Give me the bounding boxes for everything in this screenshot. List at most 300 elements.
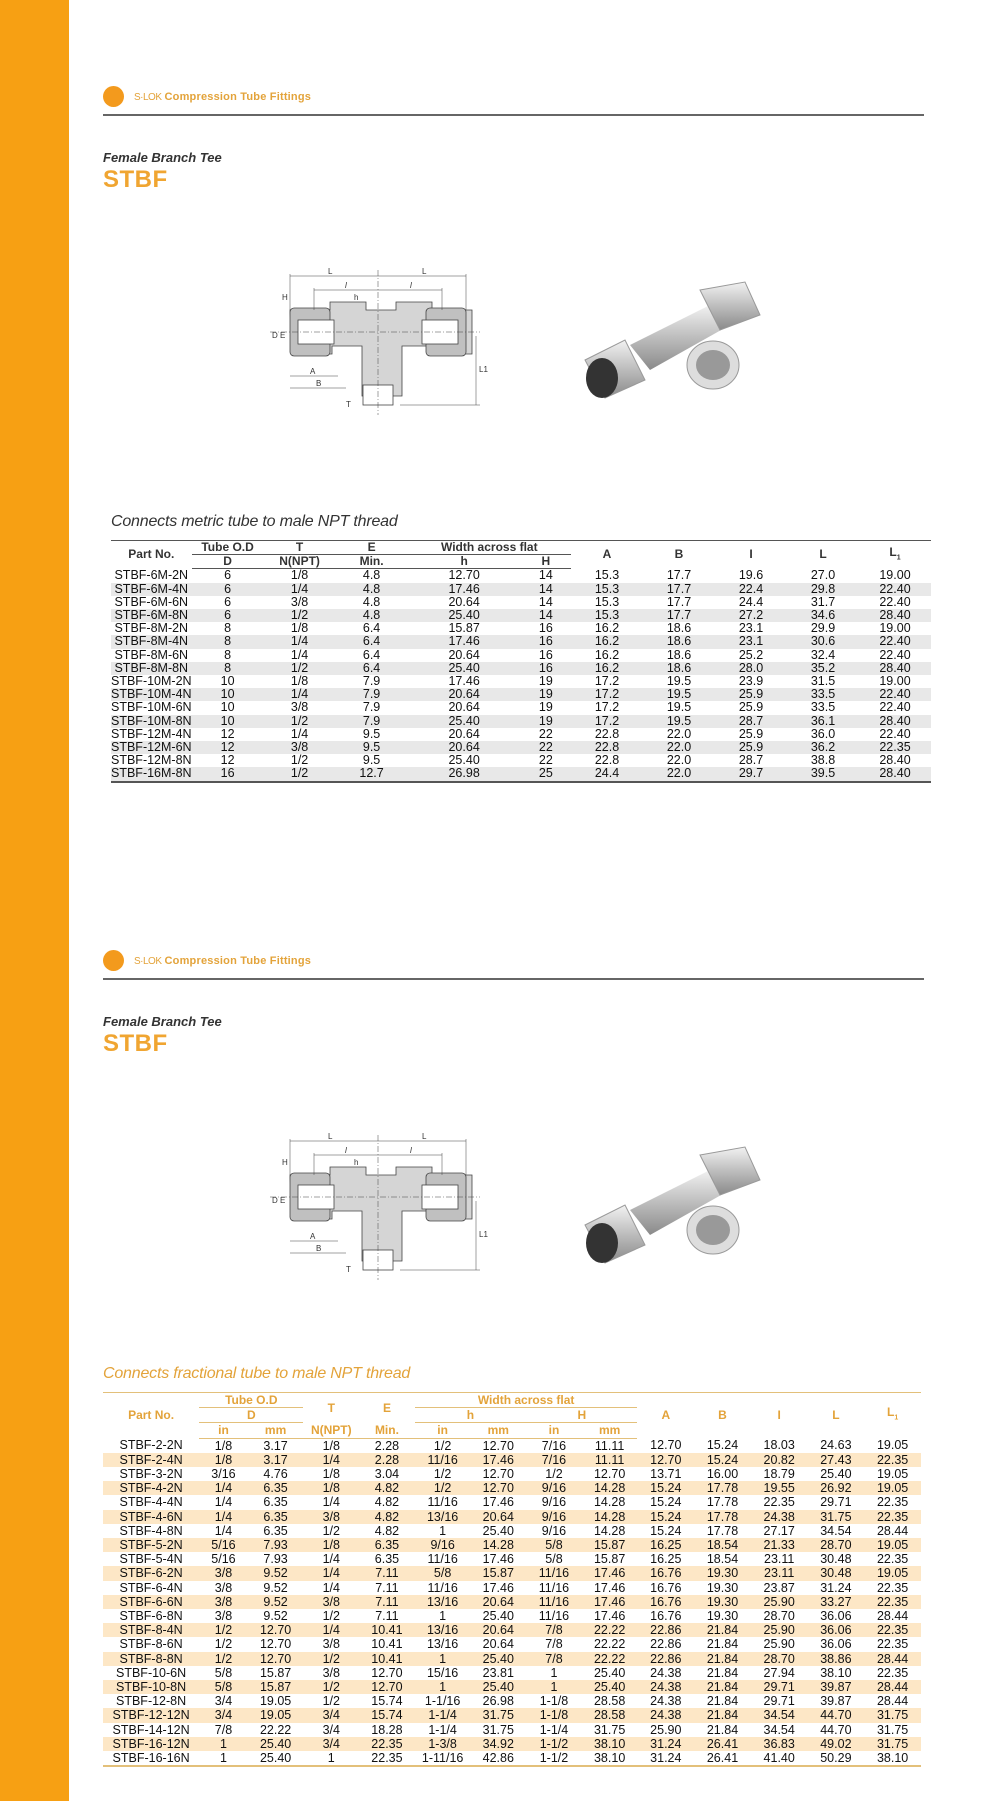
table-cell: 31.5 (810, 674, 836, 689)
col-l: L (819, 547, 827, 562)
table-cell: 1/2 (303, 1652, 359, 1666)
table-row (103, 1666, 921, 1680)
table-cell: 20.64 (448, 726, 480, 741)
table-cell: 3/4 (303, 1708, 359, 1722)
col-d-mm: mm (248, 1423, 304, 1438)
table-cell: 31.24 (637, 1737, 694, 1751)
table-cell: 25.40 (448, 753, 480, 768)
table-cell: 13/16 (415, 1623, 471, 1637)
table-cell: 16.25 (650, 1552, 682, 1567)
table-cell: 22.22 (582, 1652, 638, 1666)
table-cell: 16.76 (637, 1566, 694, 1580)
table-cell: 3/8 (199, 1595, 248, 1609)
table-cell: 19.30 (694, 1566, 751, 1580)
table-cell: 11/16 (415, 1453, 471, 1467)
table-cell: 25 (521, 767, 571, 781)
table-cell: 22.40 (859, 635, 931, 648)
table-cell: 41.40 (763, 1751, 795, 1766)
table-cell: 6.35 (263, 1495, 288, 1510)
dim-label-H: H (282, 1158, 288, 1167)
table-cell: 7.93 (248, 1538, 304, 1552)
table-cell: 36.83 (751, 1737, 808, 1751)
table-cell: 22.35 (876, 1637, 909, 1652)
table-cell: 10.41 (359, 1652, 415, 1666)
table-cell: 30.6 (787, 635, 859, 648)
col-e: E (382, 1400, 391, 1415)
table-row (111, 767, 931, 781)
table-cell: 22.22 (593, 1637, 626, 1652)
col-d: D (192, 555, 264, 569)
table-row (103, 1524, 921, 1538)
table-cell: 23.81 (482, 1665, 514, 1680)
table-cell: 27.43 (808, 1453, 865, 1467)
table-cell: 17.7 (643, 609, 715, 622)
table-cell: 38.10 (876, 1751, 909, 1766)
part-number-cell: STBF-6-8N (119, 1609, 183, 1624)
table-cell: 28.44 (876, 1523, 909, 1538)
table-row (103, 1438, 921, 1453)
table-cell: 22.22 (582, 1623, 638, 1637)
table-cell: 1/2 (199, 1652, 248, 1666)
table-cell: 15.24 (650, 1495, 682, 1510)
part-number-cell: STBF-10M-2N (111, 674, 192, 689)
table-cell: 20.64 (470, 1510, 526, 1524)
header-divider (103, 114, 924, 116)
table-row (111, 701, 931, 714)
table-cell: 4.8 (362, 594, 381, 609)
table-cell: 10 (220, 700, 235, 715)
table-cell: 1/4 (264, 688, 336, 701)
table-cell: 23.1 (738, 621, 764, 636)
table-cell: 18.6 (666, 647, 692, 662)
table-row (103, 1680, 921, 1694)
table-cell: 6.35 (359, 1538, 415, 1552)
table-cell: 9.52 (263, 1609, 288, 1624)
table-cell: 1/8 (322, 1467, 340, 1482)
dim-label-L-right: L (422, 1132, 427, 1141)
table-row (103, 1552, 921, 1566)
table-cell: 31.75 (864, 1708, 921, 1722)
table-cell: 22.0 (643, 767, 715, 781)
table-cell: 28.40 (859, 609, 931, 622)
table-row (111, 596, 931, 609)
table-cell: 6.35 (248, 1510, 304, 1524)
table-cell: 5/16 (199, 1538, 248, 1552)
table-cell: 8 (224, 647, 232, 662)
col-h-small: h (415, 1408, 526, 1423)
table-cell: 28.70 (751, 1652, 808, 1666)
table-cell: 14 (538, 568, 553, 583)
table-cell: 25.9 (738, 726, 764, 741)
table-cell: 12.70 (470, 1481, 526, 1495)
table-cell: 22.35 (876, 1552, 909, 1567)
table-cell: 22.35 (859, 741, 931, 754)
part-number-cell: STBF-4-4N (119, 1495, 183, 1510)
table-cell: 3/8 (214, 1609, 233, 1624)
table-cell: 31.75 (593, 1722, 626, 1737)
part-number-cell: STBF-12M-6N (111, 740, 192, 755)
table-cell: 16 (192, 767, 264, 781)
col-l1-subscript: 1 (896, 554, 901, 562)
table-cell: 17.7 (666, 594, 692, 609)
table-cell: 12.70 (482, 1467, 514, 1482)
table-cell: 19 (521, 688, 571, 701)
table-cell: 31.75 (876, 1722, 909, 1737)
table-cell: 32.4 (810, 647, 836, 662)
table-cell: 16.2 (571, 635, 643, 648)
table-cell: 38.86 (808, 1652, 865, 1666)
table-cell: 6.4 (336, 662, 408, 675)
table-cell: 19.55 (751, 1481, 808, 1495)
col-d-in: in (199, 1423, 248, 1438)
table-cell: 3/8 (214, 1580, 233, 1595)
table-cell: 15.87 (593, 1552, 626, 1567)
table-cell: 7.11 (375, 1580, 399, 1595)
col-part-no: Part No. (128, 547, 175, 562)
table-cell: 17.46 (482, 1580, 514, 1595)
part-number-cell: STBF-12M-4N (111, 726, 192, 741)
table-cell: 28.44 (876, 1694, 909, 1709)
table-cell: 21.33 (751, 1538, 808, 1552)
table-cell: 7.9 (336, 715, 408, 728)
table-cell: 16.00 (706, 1467, 739, 1482)
table-cell: 4.82 (374, 1495, 400, 1510)
table-cell: 3/8 (322, 1637, 340, 1652)
part-number-cell: STBF-8M-2N (114, 621, 189, 636)
table-row (111, 715, 931, 728)
table-cell: 22.35 (359, 1737, 415, 1751)
metric-table-body (111, 569, 931, 782)
table-cell: 1/2 (290, 753, 309, 768)
table-cell: 1/4 (199, 1481, 248, 1495)
part-number-cell: STBF-6M-8N (111, 609, 192, 622)
col-h-big: H (526, 1408, 637, 1423)
table-cell: 12.7 (336, 767, 408, 781)
table-cell: 22.35 (864, 1453, 921, 1467)
table-cell: 5/16 (211, 1552, 236, 1567)
table-cell: 1 (526, 1680, 582, 1694)
table-cell: 36.06 (820, 1609, 852, 1624)
col-d: D (199, 1408, 303, 1423)
table-cell: 6 (224, 568, 232, 583)
table-cell: 1/4 (303, 1453, 359, 1467)
table-cell: 39.5 (787, 767, 859, 781)
product-subtitle: Female Branch Tee (103, 150, 222, 165)
table-cell: 22.40 (879, 647, 911, 662)
part-number-cell: STBF-8-4N (103, 1623, 199, 1637)
table-cell: 3/8 (322, 1665, 340, 1680)
brand-logo-text: S·LOK (134, 91, 162, 103)
table-cell: 14.28 (582, 1510, 638, 1524)
table-cell: 22.35 (864, 1595, 921, 1609)
table-cell: 20.64 (448, 700, 480, 715)
col-h-mm: mm (470, 1423, 526, 1438)
table-cell: 18.6 (643, 635, 715, 648)
table-cell: 36.0 (810, 726, 836, 741)
table-cell: 22.40 (859, 688, 931, 701)
part-number-cell: STBF-6-2N (103, 1566, 199, 1580)
col-tube-od: Tube O.D (192, 541, 264, 555)
table-cell: 22 (538, 753, 553, 768)
table-cell: 6.35 (248, 1481, 304, 1495)
table-cell: 6 (192, 583, 264, 596)
table-cell: 1-1/16 (424, 1694, 461, 1709)
table-cell: 26.41 (694, 1737, 751, 1751)
table-cell: 1 (439, 1609, 447, 1624)
technical-drawing-diagram-2 (250, 1125, 490, 1285)
table-cell: 19.05 (864, 1538, 921, 1552)
brand-dot-icon (103, 950, 124, 971)
table-row (103, 1723, 921, 1737)
table-cell: 17.46 (582, 1595, 638, 1609)
table-cell: 1/4 (322, 1552, 340, 1567)
table-row (111, 583, 931, 596)
table-cell: 22 (521, 741, 571, 754)
table-cell: 7/16 (541, 1438, 567, 1453)
table-cell: 28.58 (593, 1694, 626, 1709)
part-number-cell: STBF-5-2N (103, 1538, 199, 1552)
dim-label-D: D (272, 1196, 278, 1205)
col-a: A (661, 1408, 671, 1423)
table-row (103, 1637, 921, 1651)
table-cell: 18.54 (694, 1538, 751, 1552)
table-cell: 33.5 (810, 700, 836, 715)
brand-header-2 (103, 950, 311, 971)
table-cell: 25.40 (482, 1609, 514, 1624)
table-cell: 15.3 (571, 583, 643, 596)
table-cell: 1/4 (264, 583, 336, 596)
part-number-cell: STBF-6-6N (103, 1595, 199, 1609)
table-cell: 10 (192, 715, 264, 728)
table-cell: 28.40 (879, 753, 911, 768)
table-cell: 35.2 (787, 662, 859, 675)
table-cell: 19.05 (876, 1467, 909, 1482)
table-cell: 1/4 (199, 1510, 248, 1524)
part-number-cell: STBF-8M-4N (111, 635, 192, 648)
table-cell: 1 (199, 1737, 248, 1751)
table-cell: 22.35 (876, 1495, 909, 1510)
table-cell: 10 (192, 688, 264, 701)
table-cell: 22.86 (637, 1652, 694, 1666)
table-cell: 18.6 (643, 662, 715, 675)
brand-heading-text: Compression Tube Fittings (164, 90, 312, 103)
table-cell: 1/2 (322, 1694, 340, 1709)
dim-label-L-right: L (422, 267, 427, 276)
part-number-cell: STBF-10-8N (103, 1680, 199, 1694)
col-l1 (864, 1393, 921, 1439)
table-cell: 20.64 (408, 688, 521, 701)
col-a: A (602, 547, 612, 562)
table-cell: 17.46 (593, 1580, 626, 1595)
table-cell: 22.35 (876, 1665, 909, 1680)
table-row (103, 1708, 921, 1722)
col-l1-label: L (889, 544, 897, 559)
table-cell: 24.63 (820, 1438, 852, 1453)
table-cell: 24.38 (650, 1694, 682, 1709)
col-min: Min. (359, 1423, 415, 1438)
table-cell: 1-1/4 (428, 1722, 457, 1737)
table-cell: 1/4 (290, 726, 309, 741)
col-min: Min. (336, 555, 408, 569)
table-cell: 14 (521, 583, 571, 596)
table-cell: 27.0 (810, 568, 836, 583)
brand-dot-icon (103, 86, 124, 107)
table-cell: 25.90 (751, 1595, 808, 1609)
table-cell: 25.9 (715, 741, 787, 754)
part-number-cell: STBF-6M-2N (114, 568, 189, 583)
table-cell: 1/8 (322, 1438, 340, 1453)
table-cell: 7/8 (526, 1652, 582, 1666)
table-cell: 15.87 (248, 1680, 304, 1694)
table-cell: 22.40 (879, 700, 911, 715)
table-cell: 27.2 (715, 609, 787, 622)
dim-label-L1: L1 (479, 1230, 488, 1239)
table-cell: 27.17 (763, 1523, 795, 1538)
table-cell: 36.06 (808, 1623, 865, 1637)
table-cell: 19.05 (864, 1566, 921, 1580)
table-cell: 14 (538, 594, 553, 609)
part-number-cell: STBF-10M-4N (111, 687, 192, 702)
dim-label-l-left: l (345, 1146, 347, 1155)
table-cell: 1-1/4 (539, 1722, 569, 1737)
table-cell: 9/16 (541, 1495, 567, 1510)
table-cell: 1-1/8 (539, 1694, 569, 1709)
table-cell: 15.24 (637, 1510, 694, 1524)
table-cell: 12.70 (359, 1680, 415, 1694)
table-cell: 36.06 (820, 1637, 852, 1652)
table-cell: 28.44 (864, 1680, 921, 1694)
table-cell: 29.71 (751, 1680, 808, 1694)
table-cell: 1/2 (264, 767, 336, 781)
table-cell: 17.78 (706, 1495, 739, 1510)
col-h-in: in (415, 1423, 471, 1438)
table-cell: 21.84 (694, 1708, 751, 1722)
col-h-big: H (521, 555, 571, 569)
table-cell: 28.58 (582, 1708, 638, 1722)
table-cell: 7.11 (375, 1609, 399, 1624)
table-cell: 9.5 (362, 726, 381, 741)
part-number-cell: STBF-10-6N (116, 1665, 187, 1680)
table-cell: 16.76 (650, 1609, 682, 1624)
table-cell: 22.0 (666, 753, 692, 768)
table-cell: 25.90 (650, 1722, 682, 1737)
table-row (103, 1581, 921, 1595)
table-cell: 21.84 (694, 1652, 751, 1666)
part-number-cell: STBF-12-8N (116, 1694, 187, 1709)
table-cell: 16 (521, 635, 571, 648)
dim-label-L-left: L (328, 1132, 333, 1141)
table-row (103, 1694, 921, 1708)
table-cell: 25.9 (715, 688, 787, 701)
table-cell: 25.40 (408, 609, 521, 622)
table-cell: 11.11 (582, 1453, 638, 1467)
dim-label-A: A (310, 1232, 316, 1241)
table-cell: 20.64 (408, 741, 521, 754)
table-cell: 17.46 (582, 1566, 638, 1580)
col-part-no: Part No. (128, 1408, 175, 1423)
table-cell: 19 (538, 674, 553, 689)
table-cell: 39.87 (808, 1680, 865, 1694)
table-cell: 8 (224, 621, 232, 636)
table-cell: 20.64 (470, 1623, 526, 1637)
table-cell: 16.2 (594, 621, 620, 636)
table-cell: 17.46 (470, 1453, 526, 1467)
brand-heading (134, 91, 311, 103)
table-row (103, 1595, 921, 1609)
table-cell: 15.3 (571, 609, 643, 622)
table-cell: 3.04 (374, 1467, 400, 1482)
dim-label-H: H (282, 293, 288, 302)
table-cell: 29.71 (820, 1495, 852, 1510)
table-cell: 3/8 (199, 1566, 248, 1580)
table-cell: 4.8 (336, 583, 408, 596)
table-cell: 25.40 (593, 1665, 626, 1680)
dim-label-T: T (346, 400, 351, 409)
table-cell: 25.40 (470, 1652, 526, 1666)
table-cell: 12.70 (637, 1453, 694, 1467)
table-cell: 22.8 (571, 741, 643, 754)
table-cell: 15.24 (650, 1523, 682, 1538)
table-cell: 33.27 (808, 1595, 865, 1609)
product-subtitle-2: Female Branch Tee (103, 1014, 222, 1029)
table-cell: 7.9 (336, 688, 408, 701)
table-cell: 14.28 (470, 1538, 526, 1552)
table-cell: 6 (224, 594, 232, 609)
table-cell: 24.38 (637, 1680, 694, 1694)
table-cell: 31.7 (810, 594, 836, 609)
table-cell: 22.35 (876, 1580, 909, 1595)
table-cell: 25.9 (738, 700, 764, 715)
table-cell: 1/4 (322, 1580, 340, 1595)
table-row (103, 1510, 921, 1524)
table-cell: 3.17 (263, 1438, 288, 1453)
table-cell: 13/16 (415, 1595, 471, 1609)
table-cell: 1/4 (214, 1495, 233, 1510)
table-cell: 17.46 (593, 1609, 626, 1624)
table-cell: 4.76 (263, 1467, 288, 1482)
table-cell: 17.78 (694, 1510, 751, 1524)
table-cell: 22.35 (371, 1751, 403, 1766)
table-cell: 18.03 (763, 1438, 795, 1453)
table-cell: 1-11/16 (421, 1751, 464, 1766)
table-cell: 1/2 (433, 1467, 452, 1482)
table-cell: 9.52 (263, 1580, 288, 1595)
table-cell: 6.4 (362, 621, 381, 636)
table-cell: 31.24 (650, 1751, 682, 1766)
table-cell: 17.7 (666, 568, 692, 583)
table-cell: 5/8 (545, 1552, 563, 1567)
table-cell: 38.10 (593, 1751, 626, 1766)
col-tube-od: Tube O.D (199, 1393, 303, 1408)
table-cell: 1/8 (303, 1538, 359, 1552)
table-cell: 3/8 (303, 1595, 359, 1609)
part-number-cell: STBF-4-6N (103, 1510, 199, 1524)
table-cell: 25.90 (763, 1637, 795, 1652)
table-cell: 31.75 (470, 1708, 526, 1722)
table-cell: 1-1/2 (539, 1751, 569, 1766)
dim-label-T: T (346, 1265, 351, 1274)
table-cell: 12.70 (259, 1637, 292, 1652)
table-cell: 3.17 (248, 1453, 304, 1467)
table-cell: 22.40 (879, 726, 911, 741)
table-cell: 16.76 (637, 1595, 694, 1609)
table-cell: 7/8 (214, 1722, 233, 1737)
table-cell: 1/4 (214, 1523, 233, 1538)
table-row (103, 1566, 921, 1580)
table-cell: 14.28 (593, 1495, 626, 1510)
table-cell: 22.40 (859, 583, 931, 596)
table-cell: 10.41 (371, 1637, 403, 1652)
